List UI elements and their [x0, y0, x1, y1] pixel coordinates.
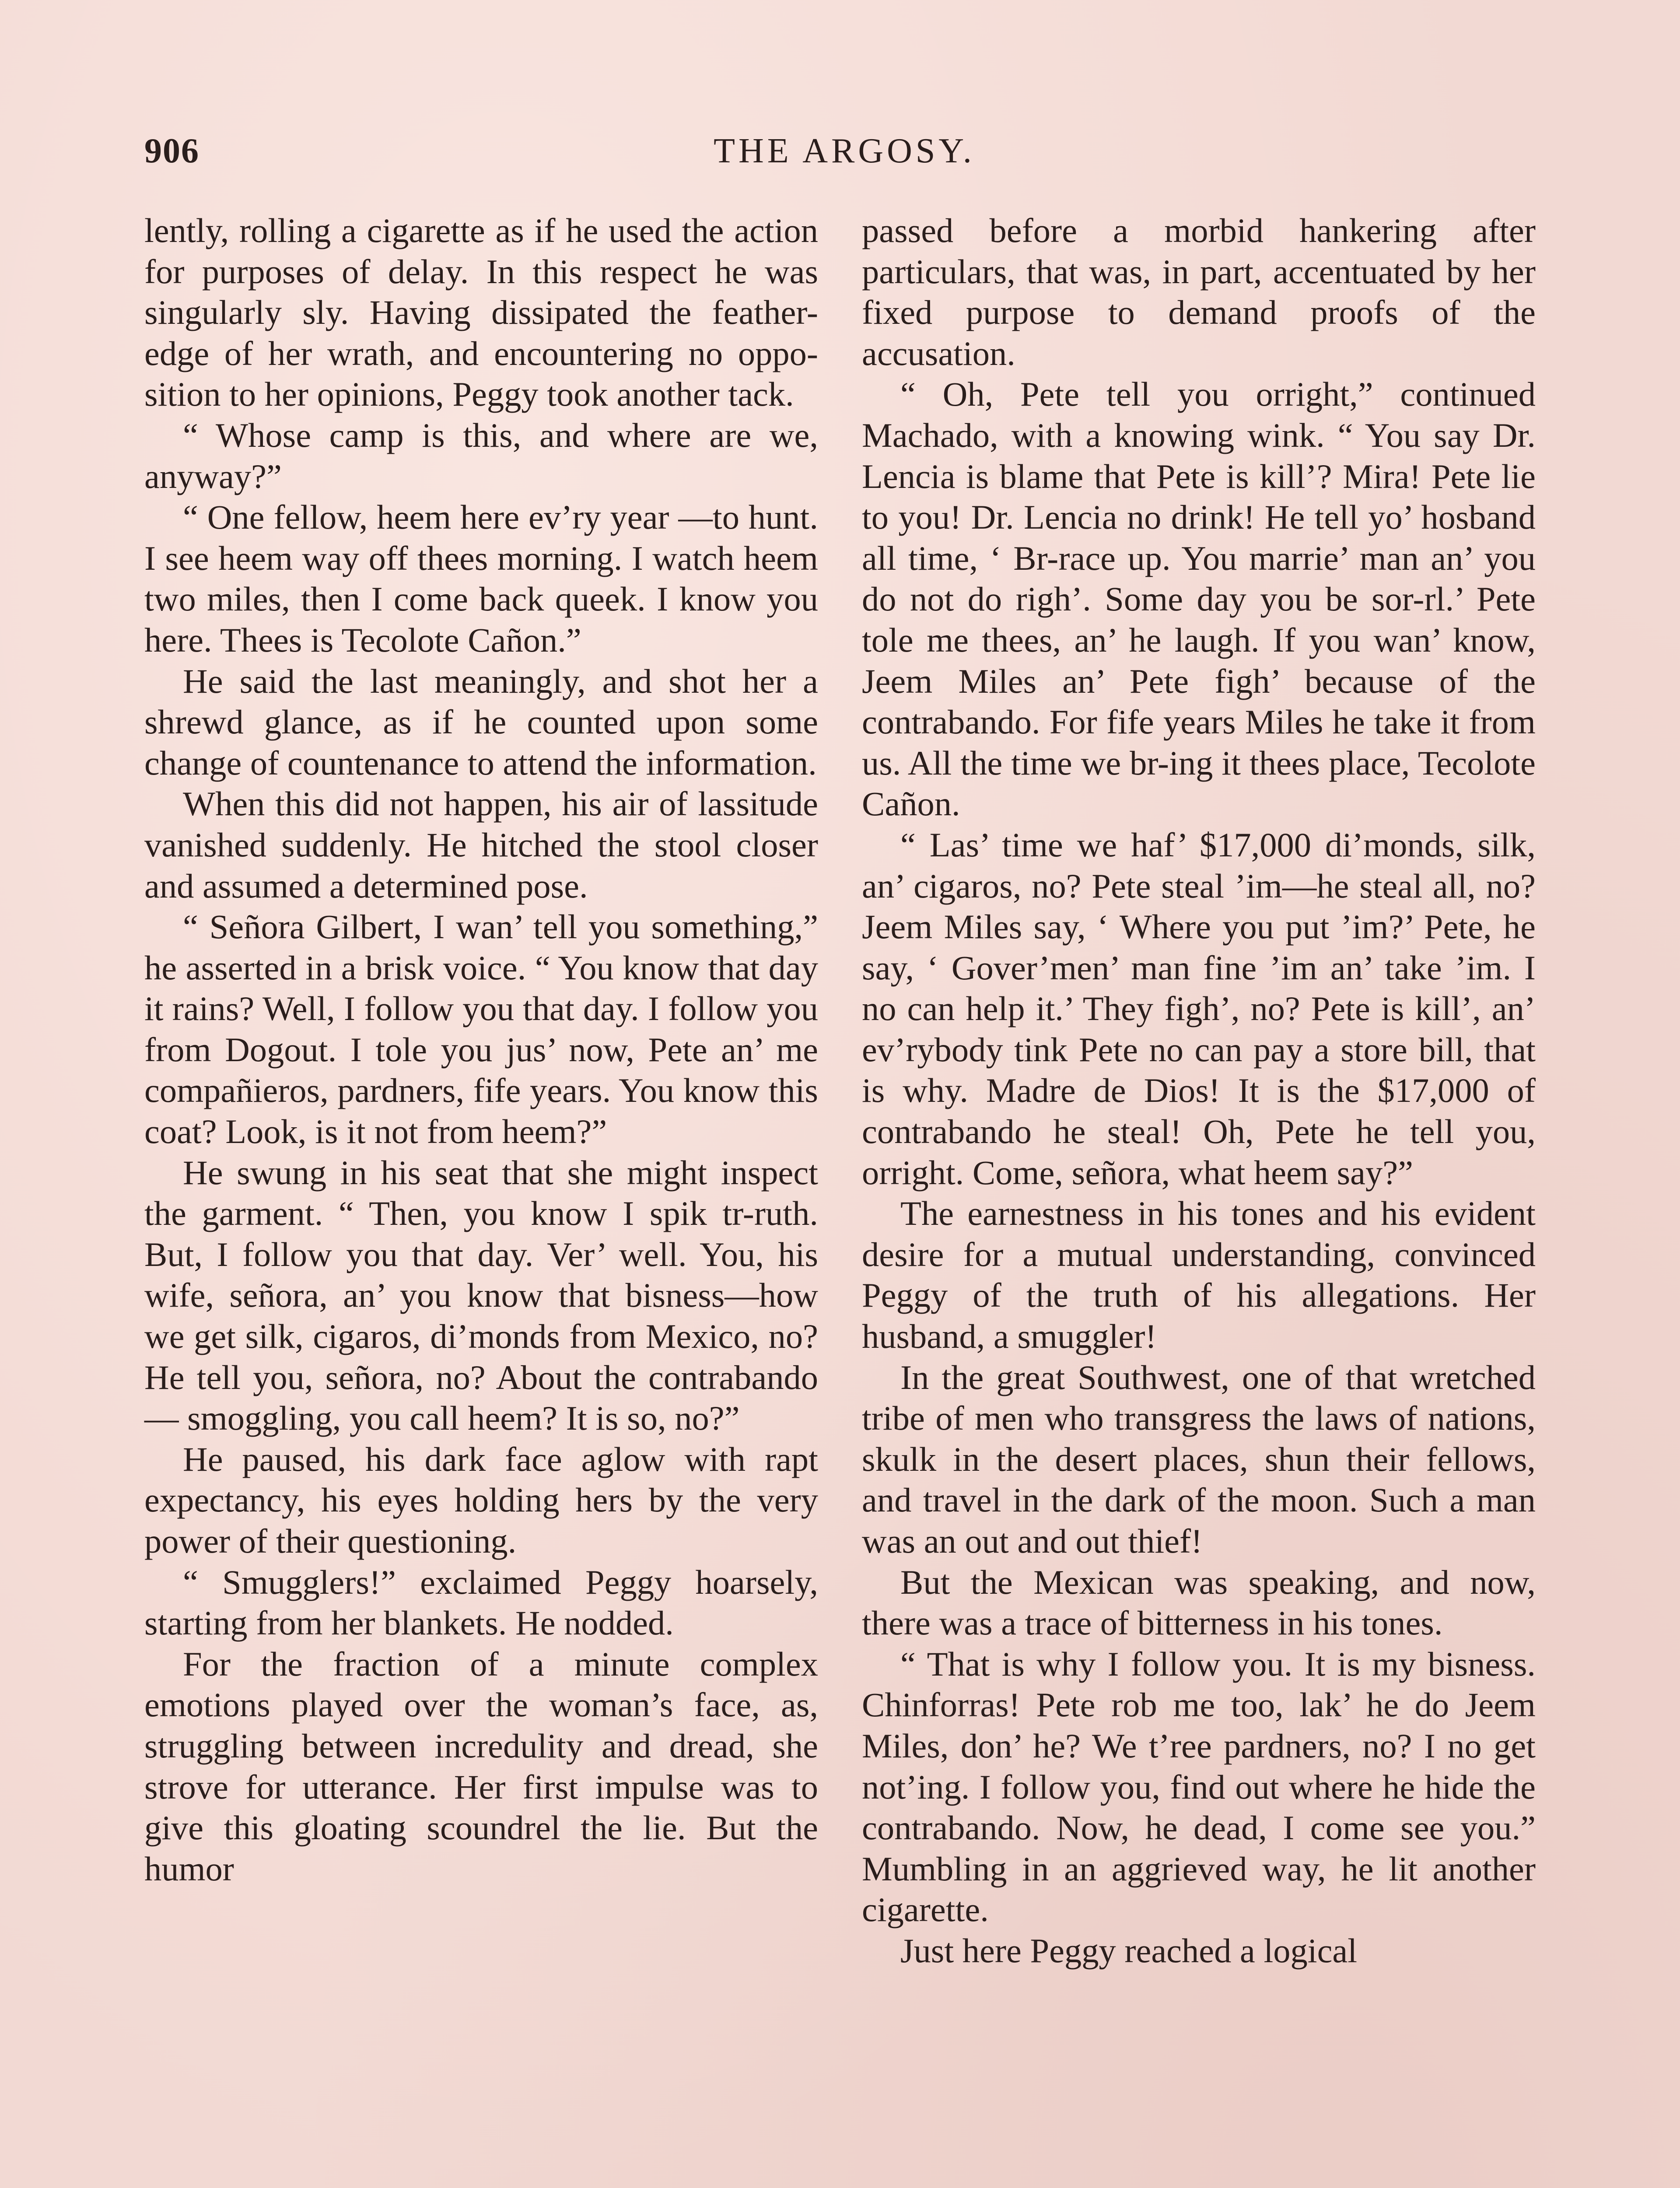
paragraph: He swung in his seat that she might inspect the garment. “ Then, you know I spik tr-ruth. But, I follow you that day. Ver’ well. You, his wife, señora, an’ you know that bisness—how we get silk, cigaros, di’monds from Mexico, no? He tell you, señora, no? About the contrabando— smoggling, you call heem? It is so, no?”: [144, 1153, 818, 1438]
paragraph: passed before a morbid hankering after particulars, that was, in part, accentuated by her fixed purpose to demand proofs of the accusation.: [862, 211, 1536, 372]
paragraph: When this did not happen, his air of lassitude vanished suddenly. He hitched the stool closer and assumed a determined pose.: [144, 785, 818, 905]
page-number: 906: [144, 132, 200, 170]
left-column: [144, 210, 818, 1889]
paragraph: The earnestness in his tones and his evident desire for a mutual understanding, convinced Peggy of the truth of his allegations. Her husband, a smuggler!: [862, 1194, 1536, 1356]
paragraph: “ Oh, Pete tell you orright,” continued Machado, with a knowing wink. “ You say Dr. Lencia is blame that Pete is kill’? Mira! Pete lie to you! Dr. Lencia no drink! He tell yo’ hosband all time, ‘ Br-race up. You marrie’ man an’ you do not do righ’. Some day you be sor-rl.’ Pete tole me thees, an’ he laugh. If you wan’ know, Jeem Miles an’ Pete figh’ because of the contrabando. For fife years Miles he take it from us. All the time we br-ing it thees place, Tecolote Cañon.: [862, 375, 1536, 823]
right-column: [862, 210, 1536, 1971]
running-title: THE ARGOSY.: [714, 132, 975, 170]
paragraph: “ That is why I follow you. It is my bisness. Chinforras! Pete rob me too, lak’ he do Jeem Miles, don’ he? We t’ree pardners, no? I no get not’ing. I follow you, find out where he hide the contrabando. Now, he dead, I come see you.” Mumbling in an aggrieved way, he lit another cigarette.: [862, 1645, 1536, 1929]
paragraph: He paused, his dark face aglow with rapt expectancy, his eyes holding hers by the very power of their questioning.: [144, 1440, 818, 1560]
paragraph: But the Mexican was speaking, and now, there was a trace of bitterness in his tones.: [862, 1563, 1536, 1642]
page-header: [144, 131, 1544, 184]
paragraph: “ Las’ time we haf’ $17,000 di’monds, silk, an’ cigaros, no? Pete steal ’im—he steal all, no? Jeem Miles say, ‘ Where you put ’im?’ Pete, he say, ‘ Gover’men’ man fine ’im an’ take ’im. I no can help it.’ They figh’, no? Pete is kill’, an’ ev’rybody tink Pete no can pay a store bill, that is why. Madre de Dios! It is the $17,000 of contrabando he steal! Oh, Pete he tell you, orright. Come, señora, what heem say?”: [862, 825, 1536, 1192]
paragraph: lently, rolling a cigarette as if he used the action for purposes of delay. In this respect he was singularly sly. Having dissipated the feather-edge of her wrath, and encountering no opposition to her opinions, Peggy took another tack.: [144, 211, 818, 414]
paragraph: He said the last meaningly, and shot her a shrewd glance, as if he counted upon some change of countenance to attend the information.: [144, 662, 818, 782]
paragraph: Just here Peggy reached a logical: [900, 1931, 1358, 1970]
paragraph: For the fraction of a minute complex emotions played over the woman’s face, as, struggling between incredulity and dread, she strove for utterance. Her first impulse was to give this gloating scoundrel the lie. But the humor: [144, 1645, 818, 1888]
paragraph: In the great Southwest, one of that wretched tribe of men who transgress the laws of nations, skulk in the desert places, shun their fellows, and travel in the dark of the moon. Such a man was an out and out thief!: [862, 1358, 1536, 1560]
paragraph: “ Smugglers!” exclaimed Peggy hoarsely, starting from her blankets. He nodded.: [144, 1563, 818, 1642]
paragraph: “ Whose camp is this, and where are we, anyway?”: [144, 416, 818, 495]
paragraph: “ One fellow, heem here ev’ry year —to hunt. I see heem way off thees morning. I watch heem two miles, then I come back queek. I know you here. Thees is Tecolote Cañon.”: [144, 498, 818, 659]
paragraph: “ Señora Gilbert, I wan’ tell you something,” he asserted in a brisk voice. “ You know that day it rains? Well, I follow you that day. I follow you from Dogout. I tole you jus’ now, Pete an’ me compañieros, pardners, fife years. You know this coat? Look, is it not from heem?”: [144, 908, 818, 1151]
